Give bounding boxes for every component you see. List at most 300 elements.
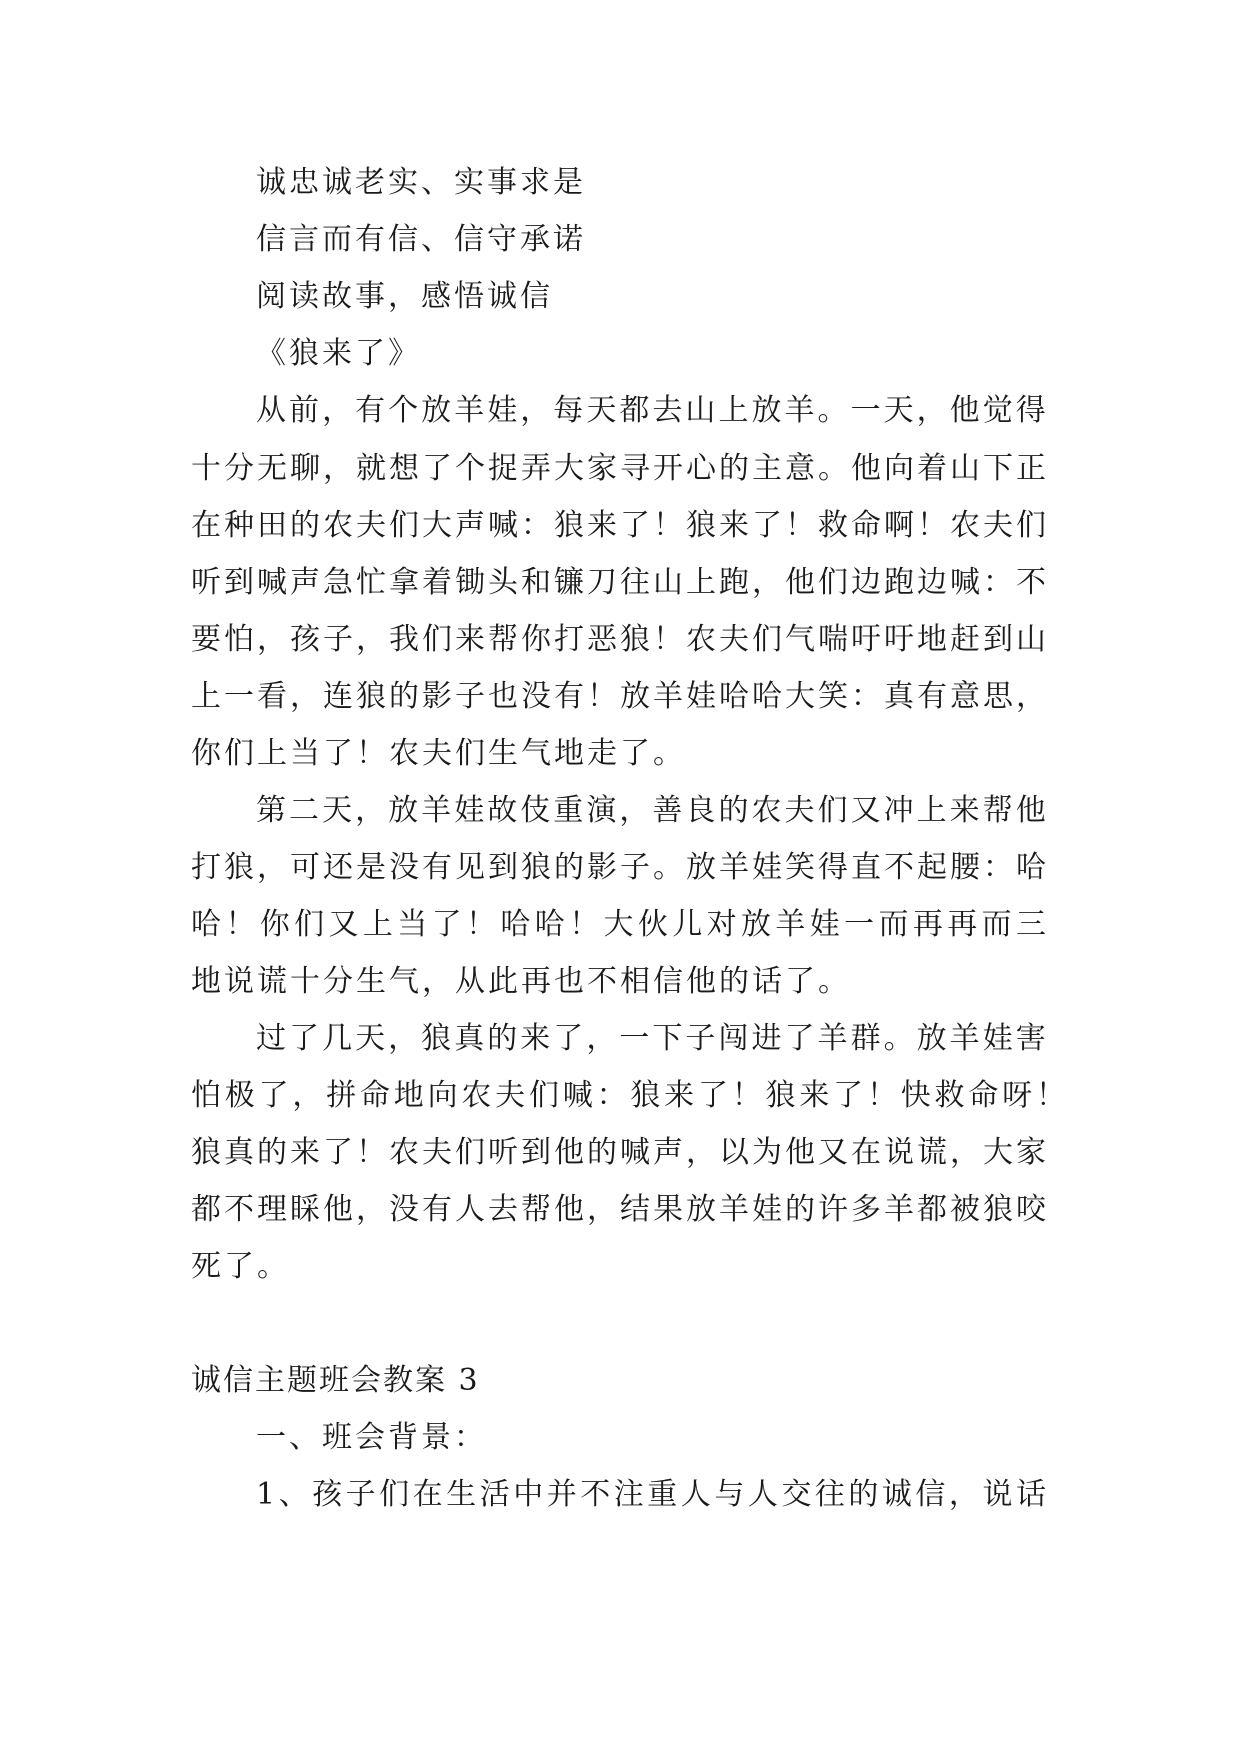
character: 每 bbox=[553, 393, 584, 428]
character: 重 bbox=[553, 793, 584, 828]
character: 他 bbox=[785, 565, 815, 600]
character: 喊 bbox=[488, 508, 518, 543]
character: 过 bbox=[256, 1021, 286, 1056]
character: ！ bbox=[731, 1078, 762, 1113]
character: 狼 bbox=[421, 1021, 452, 1056]
character: ， bbox=[388, 1021, 419, 1056]
character: 还 bbox=[323, 850, 353, 885]
character: 往 bbox=[814, 1477, 845, 1512]
character: 了 bbox=[431, 907, 462, 942]
character: 向 bbox=[884, 451, 914, 486]
character: 放 bbox=[421, 393, 452, 428]
character: 羊 bbox=[719, 1192, 749, 1227]
character: 帮 bbox=[521, 1192, 551, 1227]
character: 快 bbox=[900, 1078, 931, 1113]
character: 又 bbox=[850, 793, 881, 828]
character: 羊 bbox=[775, 907, 806, 942]
character: 了 bbox=[833, 1078, 864, 1113]
character: 聊 bbox=[290, 451, 320, 486]
character: 不 bbox=[1016, 565, 1046, 600]
character: ， bbox=[752, 565, 782, 600]
character: 个 bbox=[455, 451, 485, 486]
character: 子 bbox=[345, 1477, 376, 1512]
character: 刀 bbox=[587, 565, 617, 600]
character: 喊 bbox=[620, 1135, 650, 1170]
character: 从 bbox=[256, 393, 286, 428]
character: 多 bbox=[851, 1192, 881, 1227]
character: 交 bbox=[781, 1477, 812, 1512]
character: 1 bbox=[256, 1477, 276, 1512]
character: 上 bbox=[362, 907, 393, 942]
character: 羊 bbox=[653, 679, 683, 714]
character: 又 bbox=[818, 1135, 848, 1170]
character: 与 bbox=[714, 1477, 745, 1512]
character: 他 bbox=[1015, 793, 1046, 828]
character: 一 bbox=[844, 907, 875, 942]
character: 家 bbox=[1016, 1135, 1046, 1170]
character: ， bbox=[257, 622, 287, 657]
character: 地 bbox=[917, 622, 947, 657]
character: 声 bbox=[290, 565, 320, 600]
character: 的 bbox=[785, 1192, 815, 1227]
character: 可 bbox=[290, 850, 320, 885]
character: 冲 bbox=[883, 793, 914, 828]
character: 大 bbox=[422, 508, 452, 543]
character: 了 bbox=[289, 1021, 320, 1056]
character: ， bbox=[686, 1135, 716, 1170]
character: 了 bbox=[620, 508, 650, 543]
character: ， bbox=[356, 1192, 386, 1227]
character: 许 bbox=[818, 1192, 848, 1227]
character: 你 bbox=[521, 622, 551, 657]
character: ， bbox=[587, 1192, 617, 1227]
character: 命 bbox=[359, 1078, 390, 1113]
character: 拿 bbox=[389, 565, 419, 600]
character: 演 bbox=[586, 793, 617, 828]
character: 诚 bbox=[881, 1477, 912, 1512]
character: 想 bbox=[389, 451, 419, 486]
character: 二 bbox=[289, 793, 320, 828]
character: 三 bbox=[1016, 907, 1046, 942]
character: 在 bbox=[851, 1135, 881, 1170]
character: 们 bbox=[818, 565, 848, 600]
character: 去 bbox=[652, 393, 683, 428]
character: 农 bbox=[751, 793, 782, 828]
character: ： bbox=[521, 508, 551, 543]
character: 农 bbox=[686, 622, 716, 657]
character: 儿 bbox=[672, 907, 703, 942]
character: 狼 bbox=[620, 622, 650, 657]
character: 羊 bbox=[719, 850, 749, 885]
character: 哈 bbox=[534, 907, 565, 942]
character: 声 bbox=[653, 1135, 683, 1170]
character: 个 bbox=[388, 393, 419, 428]
character: 们 bbox=[1016, 508, 1046, 543]
paragraph-line: 你们上当了！农夫们生气地走了。 bbox=[191, 736, 686, 771]
character: 起 bbox=[917, 850, 947, 885]
character: 哈 bbox=[500, 907, 531, 942]
character: 都 bbox=[191, 1192, 221, 1227]
character: 和 bbox=[521, 565, 551, 600]
character: 以 bbox=[719, 1135, 749, 1170]
character: 怕 bbox=[224, 622, 254, 657]
character: 羊 bbox=[884, 1192, 914, 1227]
character: 山 bbox=[1016, 622, 1046, 657]
character: 娃 bbox=[487, 393, 518, 428]
character: ！ bbox=[917, 508, 947, 543]
character: 救 bbox=[818, 508, 848, 543]
character: 到 bbox=[983, 622, 1013, 657]
character: 有 bbox=[422, 850, 452, 885]
character: 而 bbox=[878, 907, 909, 942]
character: 孩 bbox=[312, 1477, 343, 1512]
paragraph-line bbox=[256, 791, 1046, 831]
character: 下 bbox=[652, 1021, 683, 1056]
character: 了 bbox=[323, 1135, 353, 1170]
character: 几 bbox=[322, 1021, 353, 1056]
paragraph-line bbox=[191, 905, 1046, 945]
paragraph-line bbox=[256, 391, 1046, 431]
character: 头 bbox=[488, 565, 518, 600]
character: 不 bbox=[580, 1477, 611, 1512]
character: 哈 bbox=[719, 679, 749, 714]
character: 分 bbox=[224, 451, 254, 486]
paragraph-line bbox=[191, 1076, 1066, 1116]
character: 气 bbox=[785, 622, 815, 657]
section-subheading: 一、班会背景： bbox=[256, 1420, 487, 1455]
character: 。 bbox=[883, 1021, 914, 1056]
character: ， bbox=[520, 393, 551, 428]
character: 没 bbox=[389, 1192, 419, 1227]
character: 信 bbox=[915, 1477, 946, 1512]
character: 羊 bbox=[454, 393, 485, 428]
character: 放 bbox=[686, 850, 716, 885]
character: 狼 bbox=[630, 1078, 661, 1113]
character: 狼 bbox=[686, 508, 716, 543]
character: 的 bbox=[719, 451, 749, 486]
character: 下 bbox=[983, 451, 1013, 486]
character: 当 bbox=[397, 907, 428, 942]
character: 地 bbox=[393, 1078, 424, 1113]
paragraph-line bbox=[191, 506, 1046, 546]
heading-read-story: 阅读故事，感悟诚信 bbox=[256, 279, 553, 314]
character: 思 bbox=[983, 679, 1013, 714]
character: 们 bbox=[389, 508, 419, 543]
character: ： bbox=[983, 850, 1013, 885]
character: 意 bbox=[785, 451, 815, 486]
character: 喊 bbox=[562, 1078, 593, 1113]
character: 大 bbox=[554, 451, 584, 486]
character: 狼 bbox=[191, 1135, 221, 1170]
character: 为 bbox=[752, 1135, 782, 1170]
character: 的 bbox=[587, 1135, 617, 1170]
character: 有 bbox=[355, 393, 386, 428]
character: 第 bbox=[256, 793, 286, 828]
character: 正 bbox=[1016, 451, 1046, 486]
character: 救 bbox=[934, 1078, 965, 1113]
character: 啊 bbox=[884, 508, 914, 543]
character: 田 bbox=[257, 508, 287, 543]
character: ， bbox=[355, 793, 386, 828]
paragraph-line bbox=[191, 1133, 1046, 1173]
character: 放 bbox=[388, 793, 419, 828]
character: 话 bbox=[1015, 1477, 1046, 1512]
character: 来 bbox=[455, 622, 485, 657]
character: 影 bbox=[587, 850, 617, 885]
character: 边 bbox=[917, 565, 947, 600]
character: 跑 bbox=[719, 565, 749, 600]
character: 十 bbox=[191, 451, 221, 486]
character: 谎 bbox=[917, 1135, 947, 1170]
character: 说 bbox=[884, 1135, 914, 1170]
character: 来 bbox=[949, 793, 980, 828]
character: 无 bbox=[257, 451, 287, 486]
character: 有 bbox=[422, 1192, 452, 1227]
character: 娃 bbox=[752, 850, 782, 885]
character: 们 bbox=[455, 1135, 485, 1170]
section-title: 诚信主题班会教案 3 bbox=[191, 1363, 480, 1398]
character: 孩 bbox=[290, 622, 320, 657]
paragraph-line bbox=[191, 1190, 1046, 1230]
paragraph-line: 死了。 bbox=[191, 1249, 290, 1284]
character: ， bbox=[322, 393, 353, 428]
character: 睬 bbox=[290, 1192, 320, 1227]
character: 在 bbox=[412, 1477, 443, 1512]
character: ！ bbox=[653, 622, 683, 657]
character: ！ bbox=[785, 508, 815, 543]
character: 来 bbox=[799, 1078, 830, 1113]
character: 狼 bbox=[765, 1078, 796, 1113]
character: 得 bbox=[1015, 393, 1046, 428]
character: 不 bbox=[224, 1192, 254, 1227]
character: 笑 bbox=[818, 679, 848, 714]
character: ： bbox=[983, 565, 1013, 600]
character: 了 bbox=[784, 1021, 815, 1056]
character: ， bbox=[257, 850, 287, 885]
character: 哈 bbox=[1016, 850, 1046, 885]
character: 娃 bbox=[752, 1192, 782, 1227]
character: 进 bbox=[751, 1021, 782, 1056]
character: 山 bbox=[653, 565, 683, 600]
character: 羊 bbox=[784, 393, 815, 428]
character: 着 bbox=[917, 451, 947, 486]
character: 真 bbox=[454, 1021, 485, 1056]
character: 意 bbox=[950, 679, 980, 714]
character: 并 bbox=[546, 1477, 577, 1512]
character: 。 bbox=[817, 393, 848, 428]
character: ， bbox=[586, 1021, 617, 1056]
character: ！ bbox=[356, 1135, 386, 1170]
character: 捉 bbox=[488, 451, 518, 486]
character: 呀 bbox=[1002, 1078, 1033, 1113]
character: 结 bbox=[620, 1192, 650, 1227]
character: 家 bbox=[587, 451, 617, 486]
character: 放 bbox=[751, 393, 782, 428]
character: 羊 bbox=[421, 793, 452, 828]
character: 他 bbox=[323, 1192, 353, 1227]
character: 心 bbox=[686, 451, 716, 486]
character: 恶 bbox=[587, 622, 617, 657]
character: 声 bbox=[455, 508, 485, 543]
character: 到 bbox=[224, 565, 254, 600]
paragraph-line bbox=[256, 1475, 1046, 1515]
character: ， bbox=[290, 679, 320, 714]
character: 大 bbox=[983, 1135, 1013, 1170]
character: 直 bbox=[851, 850, 881, 885]
character: 一 bbox=[850, 393, 881, 428]
character: 种 bbox=[224, 508, 254, 543]
character: 连 bbox=[323, 679, 353, 714]
character: 着 bbox=[422, 565, 452, 600]
character: 善 bbox=[652, 793, 683, 828]
character: 。 bbox=[818, 451, 848, 486]
heading-honesty: 诚忠诚老实、实事求是 bbox=[256, 165, 586, 200]
character: 夫 bbox=[495, 1078, 526, 1113]
character: 天 bbox=[355, 1021, 386, 1056]
character: 腰 bbox=[950, 850, 980, 885]
character: ！ bbox=[466, 907, 496, 942]
character: 我 bbox=[389, 622, 419, 657]
character: 的 bbox=[554, 850, 584, 885]
character: 又 bbox=[328, 907, 359, 942]
character: 到 bbox=[488, 850, 518, 885]
character: 喊 bbox=[257, 565, 287, 600]
character: 来 bbox=[587, 508, 617, 543]
character: 喊 bbox=[950, 565, 980, 600]
character: 的 bbox=[487, 1021, 518, 1056]
character: 得 bbox=[818, 850, 848, 885]
character: 群 bbox=[850, 1021, 881, 1056]
character: 哈 bbox=[191, 907, 221, 942]
character: 们 bbox=[379, 1477, 410, 1512]
character: 对 bbox=[706, 907, 737, 942]
character: 子 bbox=[455, 679, 485, 714]
character: 伙 bbox=[637, 907, 668, 942]
character: 来 bbox=[719, 508, 749, 543]
character: 夫 bbox=[356, 508, 386, 543]
character: 来 bbox=[664, 1078, 695, 1113]
character: 没 bbox=[389, 850, 419, 885]
character: 放 bbox=[686, 1192, 716, 1227]
character: 狼 bbox=[521, 850, 551, 885]
character: 去 bbox=[488, 1192, 518, 1227]
character: 良 bbox=[685, 793, 716, 828]
character: 果 bbox=[653, 1192, 683, 1227]
character: 开 bbox=[653, 451, 683, 486]
character: 。 bbox=[653, 850, 683, 885]
character: 寻 bbox=[620, 451, 650, 486]
character: 娃 bbox=[686, 679, 716, 714]
character: ， bbox=[292, 1078, 323, 1113]
character: 上 bbox=[718, 393, 749, 428]
character: 喘 bbox=[818, 622, 848, 657]
paragraph-line: 地说谎十分生气，从此再也不相信他的话了。 bbox=[191, 964, 851, 999]
character: 都 bbox=[619, 393, 650, 428]
character: 大 bbox=[785, 679, 815, 714]
character: 大 bbox=[603, 907, 634, 942]
character: 来 bbox=[520, 1021, 551, 1056]
character: 娃 bbox=[982, 1021, 1013, 1056]
character: 帮 bbox=[982, 793, 1013, 828]
character: 听 bbox=[191, 565, 221, 600]
character: 你 bbox=[259, 907, 290, 942]
character: 也 bbox=[488, 679, 518, 714]
story-title: 《狼来了》 bbox=[256, 336, 421, 371]
character: 活 bbox=[479, 1477, 510, 1512]
character: ！ bbox=[587, 679, 617, 714]
character: 了 bbox=[553, 1021, 584, 1056]
character: 们 bbox=[294, 907, 325, 942]
character: ， bbox=[323, 451, 353, 486]
paragraph-line bbox=[191, 620, 1046, 660]
character: 有 bbox=[917, 679, 947, 714]
character: 他 bbox=[949, 393, 980, 428]
character: 放 bbox=[916, 1021, 947, 1056]
character: 前 bbox=[289, 393, 320, 428]
character: 们 bbox=[528, 1078, 559, 1113]
character: 的 bbox=[389, 679, 419, 714]
paragraph-line bbox=[256, 1019, 1046, 1059]
paragraph-line bbox=[191, 848, 1046, 888]
character: ， bbox=[948, 1477, 979, 1512]
character: 命 bbox=[851, 508, 881, 543]
character: 中 bbox=[513, 1477, 544, 1512]
character: 向 bbox=[427, 1078, 458, 1113]
character: 人 bbox=[455, 1192, 485, 1227]
character: 跑 bbox=[884, 565, 914, 600]
character: 他 bbox=[554, 1192, 584, 1227]
character: 急 bbox=[323, 565, 353, 600]
character: 都 bbox=[917, 1192, 947, 1227]
character: 真 bbox=[224, 1135, 254, 1170]
character: 害 bbox=[1015, 1021, 1046, 1056]
character: 狼 bbox=[224, 850, 254, 885]
character: 吁 bbox=[884, 622, 914, 657]
character: 上 bbox=[686, 565, 716, 600]
character: 山 bbox=[950, 451, 980, 486]
character: 的 bbox=[848, 1477, 879, 1512]
character: ： bbox=[851, 679, 881, 714]
character: 农 bbox=[461, 1078, 492, 1113]
character: 故 bbox=[487, 793, 518, 828]
character: 忙 bbox=[356, 565, 386, 600]
character: ！ bbox=[866, 1078, 897, 1113]
paragraph-line bbox=[191, 449, 1046, 489]
character: 、 bbox=[278, 1477, 309, 1512]
character: ！ bbox=[569, 907, 600, 942]
character: 说 bbox=[982, 1477, 1013, 1512]
character: 锄 bbox=[455, 565, 485, 600]
character: 听 bbox=[488, 1135, 518, 1170]
character: 夫 bbox=[983, 508, 1013, 543]
character: 真 bbox=[884, 679, 914, 714]
character: 重 bbox=[647, 1477, 678, 1512]
character: 命 bbox=[968, 1078, 999, 1113]
character: 的 bbox=[257, 1135, 287, 1170]
character: 们 bbox=[817, 793, 848, 828]
character: 了 bbox=[697, 1078, 728, 1113]
character: 夫 bbox=[422, 1135, 452, 1170]
character: 赶 bbox=[950, 622, 980, 657]
character: 上 bbox=[916, 793, 947, 828]
heading-keep-promise: 信言而有信、信守承诺 bbox=[256, 222, 586, 257]
character: 了 bbox=[752, 508, 782, 543]
paragraph-line bbox=[191, 563, 1046, 603]
character: 打 bbox=[554, 622, 584, 657]
character: 的 bbox=[290, 508, 320, 543]
character: 帮 bbox=[488, 622, 518, 657]
character: 夫 bbox=[784, 793, 815, 828]
